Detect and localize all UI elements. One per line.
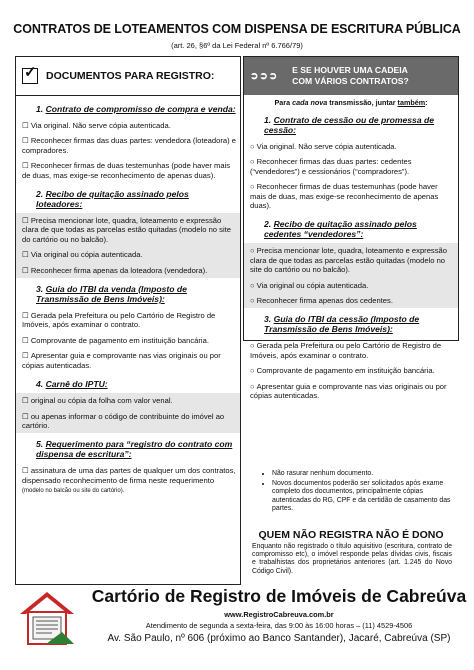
square-bullet-icon: ☐ bbox=[22, 311, 29, 321]
circle-bullet-icon: ○ bbox=[250, 341, 255, 351]
section-title bbox=[16, 373, 240, 393]
checklist-item bbox=[16, 133, 240, 158]
office-hours: Atendimento de segunda a sexta-feira, das 9:00 às 16:00 horas – (11) 4529-4506 bbox=[145, 621, 413, 630]
checklist-item-text: Gerada pela Prefeitura ou pelo Cartório de Registro de Imóveis, após examinar o contrato. bbox=[22, 311, 216, 330]
checked-box-icon bbox=[22, 68, 38, 84]
circle-bullet-icon: ○ bbox=[250, 142, 255, 151]
chain-column bbox=[243, 56, 459, 401]
chain-heading bbox=[292, 65, 409, 87]
checklist-item-text: Via original ou cópia autenticada. bbox=[30, 250, 143, 260]
square-bullet-icon: ☐ bbox=[22, 265, 29, 275]
arrows-icon: ➲➲➲ bbox=[250, 70, 279, 82]
checklist-item bbox=[16, 409, 240, 434]
checklist-item-text: Apresentar guia e comprovante nas vias originais ou por cópias autenticadas. bbox=[22, 351, 221, 370]
circle-bullet-icon: ○ bbox=[250, 381, 255, 391]
section-title bbox=[244, 213, 458, 243]
chain-intro bbox=[244, 95, 458, 107]
checklist-item-text: Via original. Não serve cópia autenticada. bbox=[256, 142, 397, 151]
office-address: Av. São Paulo, nº 606 (próximo ao Banco Santander), Jacaré, Cabreúva (SP) bbox=[107, 633, 451, 644]
checklist-item bbox=[16, 263, 240, 278]
square-bullet-icon: ☐ bbox=[22, 396, 29, 406]
note-text: Novos documentos poderão ser solicitados após exame completo dos documentos, principalmente cópias autenticadas do RG, CPF e da certidão de casamento das partes. bbox=[272, 479, 451, 513]
checklist-item-text: Comprovante de pagamento em instituição bancária. bbox=[256, 366, 435, 376]
checklist-item bbox=[16, 463, 240, 499]
checklist-item bbox=[16, 308, 240, 333]
checklist-item-text: Reconhecer firma apenas dos cedentes. bbox=[256, 296, 393, 306]
checklist-item bbox=[16, 158, 240, 183]
square-bullet-icon: ☐ bbox=[22, 121, 29, 130]
checklist-item-text: Comprovante de pagamento em instituição bancária. bbox=[30, 335, 209, 345]
notes bbox=[262, 470, 458, 515]
intro-em: cada nova bbox=[292, 98, 328, 107]
section-title bbox=[244, 308, 458, 338]
page-subtitle: (art. 26, §6º da Lei Federal nº 6.766/79) bbox=[171, 41, 303, 50]
chain-list bbox=[244, 107, 458, 404]
intro-pre: Para bbox=[274, 98, 293, 107]
section-number: 3. bbox=[264, 314, 272, 325]
checklist-item-text: Gerada pela Prefeitura ou pelo Cartório de Registro de Imóveis, após examinar o contrato. bbox=[250, 341, 442, 360]
circle-bullet-icon: ○ bbox=[250, 182, 255, 192]
checklist-item bbox=[16, 393, 240, 408]
who-heading: QUEM NÃO REGISTRA NÃO É DONO bbox=[258, 529, 444, 541]
checklist-item-text: original ou cópia da folha com valor venal. bbox=[30, 396, 173, 406]
chain-header bbox=[244, 57, 458, 95]
checklist-item bbox=[244, 179, 458, 213]
checklist-item bbox=[244, 154, 458, 179]
note-item bbox=[272, 480, 458, 514]
website-link[interactable]: www.RegistroCabreuva.com.br bbox=[224, 610, 334, 619]
checklist-item-text: Precisa mencionar lote, quadra, loteamento e expressão clara de que todas as parcelas estão quitadas (modelo no site do cartório ou no balcão). bbox=[250, 246, 447, 275]
checklist-item bbox=[16, 348, 240, 373]
square-bullet-icon: ☐ bbox=[22, 466, 29, 476]
checklist-item-text: Reconhecer firmas das duas partes: cedentes (“vendedores”) e cessionários (“compradores”). bbox=[250, 157, 412, 176]
checklist-item bbox=[244, 293, 458, 308]
section-number: 1. bbox=[264, 115, 272, 125]
square-bullet-icon: ☐ bbox=[22, 250, 29, 260]
section-title-text: Recibo de quitação assinado pelos cedentes “vendedores”: bbox=[264, 219, 417, 240]
circle-bullet-icon: ○ bbox=[250, 280, 255, 290]
square-bullet-icon: ☐ bbox=[22, 411, 29, 421]
house-document-logo bbox=[16, 586, 78, 648]
square-bullet-icon: ☐ bbox=[22, 161, 29, 171]
checklist-item bbox=[244, 243, 458, 277]
section-number: 5. bbox=[36, 439, 44, 450]
section-title-text: Contrato de cessão ou de promessa de cessão: bbox=[264, 115, 435, 135]
documents-list bbox=[16, 96, 240, 500]
checklist-item-text: assinatura de uma das partes de qualquer um dos contratos, dispensado reconhecimento de firma neste requerimento bbox=[22, 466, 236, 485]
circle-bullet-icon: ○ bbox=[250, 246, 255, 256]
section-number: 2. bbox=[264, 219, 272, 230]
documents-column bbox=[15, 56, 241, 585]
checklist-item-note: (modelo no balcão ou site do cartório). bbox=[22, 488, 125, 495]
checklist-item-text: Reconhecer firmas das duas partes: vendedora (loteadora) e compradores. bbox=[22, 136, 236, 155]
checklist-item-text: Via original. Não serve cópia autenticada. bbox=[30, 121, 171, 130]
checklist-item-text: Precisa mencionar lote, quadra, loteamento e expressão clara de que todas as parcelas estão quitadas (modelo no site do cartório ou no balcão). bbox=[22, 216, 231, 244]
page-title: CONTRATOS DE LOTEAMENTOS COM DISPENSA DE ESCRITURA PÚBLICA bbox=[13, 22, 461, 36]
checklist-item bbox=[244, 379, 458, 404]
documents-heading: DOCUMENTOS PARA REGISTRO: bbox=[46, 70, 215, 82]
square-bullet-icon: ☐ bbox=[22, 335, 29, 345]
section-title-text: Guia do ITBI da venda (Imposto de Transmissão de Bens Imóveis): bbox=[36, 284, 187, 305]
who-text: Enquanto não registrado o título aquisitivo (escritura, contrato de compromisso etc), o imóvel responde pelas dívidas civis, fiscais e trabalhistas dos proprietários anteriores (art. 1.245 do Novo Código Civil). bbox=[252, 543, 452, 575]
chain-heading-line2: COM VÁRIOS CONTRATOS? bbox=[292, 76, 409, 86]
section-number: 2. bbox=[36, 189, 44, 200]
section-title-text: Contrato de compromisso de compra e venda: bbox=[45, 104, 236, 114]
checklist-item bbox=[244, 278, 458, 293]
note-text: Não rasurar nenhum documento. bbox=[272, 470, 374, 477]
section-title-text: Guia do ITBI da cessão (Imposto de Transmissão de Bens Imóveis): bbox=[264, 314, 420, 335]
section-number: 4. bbox=[36, 379, 44, 390]
chain-heading-line1: E SE HOUVER UMA CADEIA bbox=[292, 65, 408, 75]
circle-bullet-icon: ○ bbox=[250, 366, 255, 376]
section-title bbox=[244, 107, 458, 139]
square-bullet-icon: ☐ bbox=[22, 136, 29, 146]
section-title bbox=[16, 278, 240, 308]
section-number: 3. bbox=[36, 284, 44, 295]
section-title-text: Requerimento para “registro do contrato com dispensa de escritura”: bbox=[36, 439, 233, 460]
checklist-item bbox=[16, 247, 240, 262]
checklist-item-text: Reconhecer firma apenas da loteadora (vendedora). bbox=[30, 265, 208, 275]
office-name: Cartório de Registro de Imóveis de Cabreúva bbox=[91, 586, 467, 606]
checklist-item-text: Reconhecer firmas de duas testemunhas (pode haver mais de duas, mas exige-se reconhecimento de apenas duas). bbox=[22, 161, 231, 180]
intro-u: também bbox=[397, 98, 426, 107]
square-bullet-icon: ☐ bbox=[22, 216, 29, 226]
checklist-item bbox=[16, 118, 240, 133]
section-number: 1. bbox=[36, 104, 44, 114]
checklist-item bbox=[244, 139, 458, 154]
square-bullet-icon: ☐ bbox=[22, 351, 29, 361]
intro-mid: transmissão, juntar bbox=[327, 98, 398, 107]
checklist-item-text: Apresentar guia e comprovante nas vias originais ou por cópias autenticadas. bbox=[250, 381, 447, 401]
section-title bbox=[16, 183, 240, 213]
section-title-text: Carnê do IPTU: bbox=[45, 379, 108, 390]
checklist-item-text: ou apenas informar o código de contribuinte do imóvel ao cartório. bbox=[22, 411, 225, 430]
section-title bbox=[16, 433, 240, 463]
intro-post: : bbox=[425, 98, 428, 107]
checklist-item bbox=[16, 213, 240, 247]
note-item bbox=[272, 470, 458, 479]
checklist-item bbox=[244, 363, 458, 378]
section-title-text: Recibo de quitação assinado pelos loteadores: bbox=[36, 189, 189, 210]
checklist-item bbox=[244, 338, 458, 363]
checklist-item bbox=[16, 333, 240, 348]
checklist-item-text: Reconhecer firmas de duas testemunhas (pode haver mais de duas, mas exige-se reconhecimento de apenas duas). bbox=[250, 182, 439, 211]
circle-bullet-icon: ○ bbox=[250, 157, 255, 167]
section-title bbox=[16, 96, 240, 118]
documents-header bbox=[16, 57, 240, 96]
circle-bullet-icon: ○ bbox=[250, 296, 255, 306]
checklist-item-text: Via original ou cópia autenticada. bbox=[256, 280, 369, 290]
